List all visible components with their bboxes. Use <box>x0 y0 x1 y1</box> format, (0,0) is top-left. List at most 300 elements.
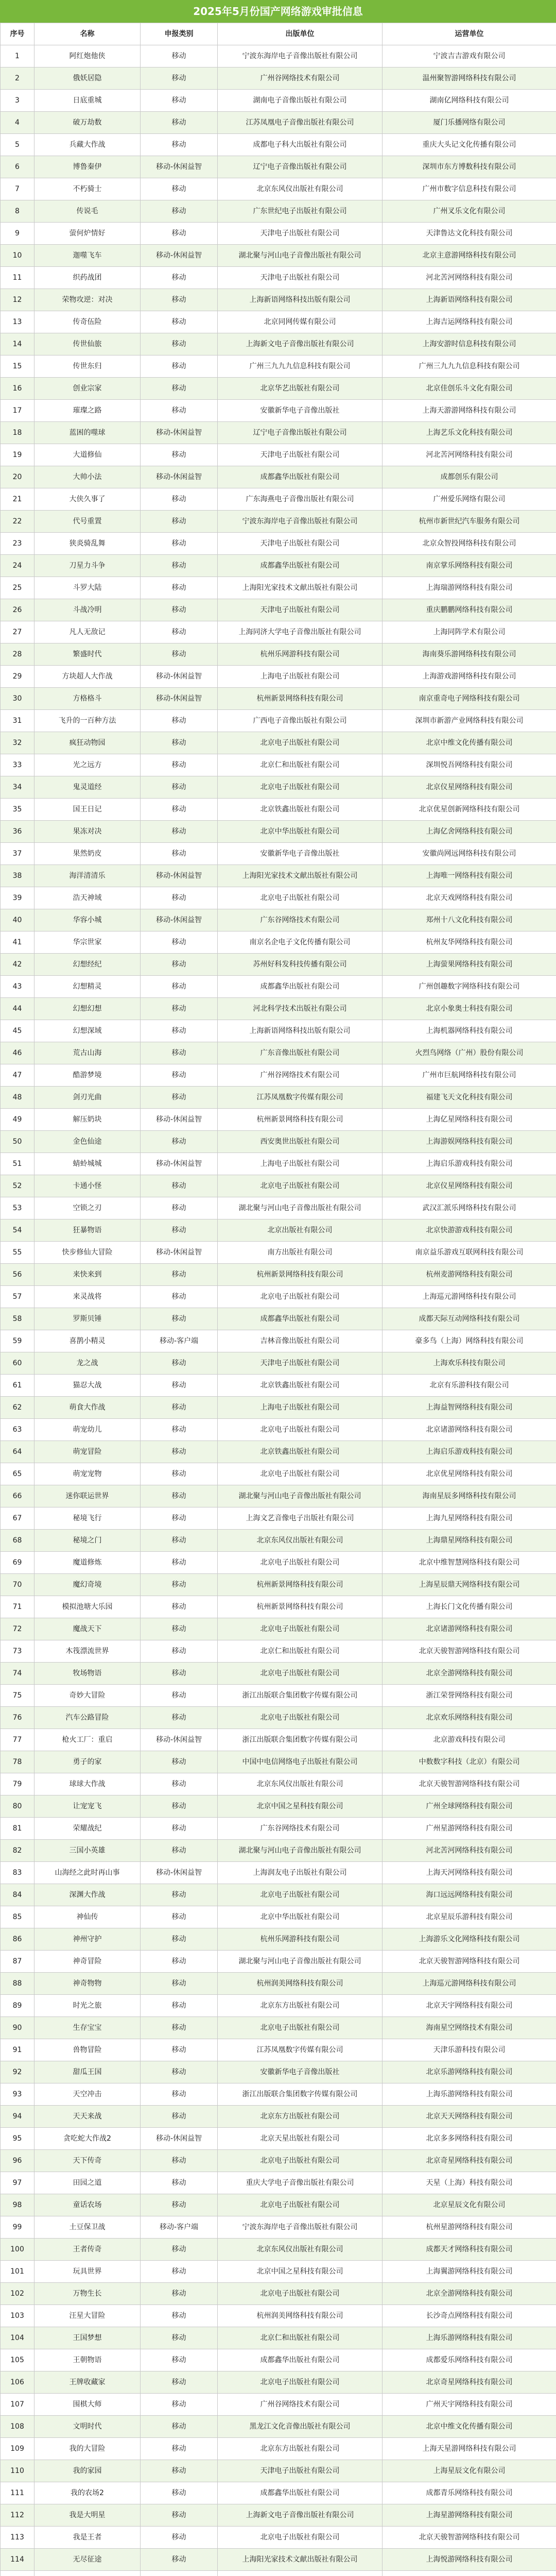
cell-publisher: 北京仁和出版社有限公司 <box>218 754 383 776</box>
cell-index: 79 <box>1 1773 34 1795</box>
cell-category: 移动 <box>141 577 218 599</box>
cell-operator: 豪多鸟（上海）网络科技有限公司 <box>383 1330 556 1352</box>
table-row <box>1 45 556 67</box>
cell-publisher: 北京电子出版社有限公司 <box>218 2194 383 2216</box>
table-row <box>1 2106 556 2128</box>
cell-publisher: 天津电子出版社有限公司 <box>218 2460 383 2482</box>
cell-index: 78 <box>1 1751 34 1773</box>
cell-index: 77 <box>1 1729 34 1751</box>
cell-operator: 武汉汇派乐网络科技有限公司 <box>383 1197 556 1219</box>
cell-operator: 北京星辰乐游科技有限公司 <box>383 1906 556 1928</box>
table-row <box>1 776 556 799</box>
cell-name: 创业宗家 <box>34 378 141 400</box>
cell-category: 移动 <box>141 821 218 843</box>
cell-publisher: 上海文艺音像电子出版社有限公司 <box>218 1507 383 1530</box>
cell-category: 移动 <box>141 2416 218 2438</box>
cell-publisher: 北京电子出版社有限公司 <box>218 1663 383 1685</box>
cell-operator: 天津乐游科技有限公司 <box>383 2039 556 2061</box>
cell-index: 113 <box>1 2527 34 2549</box>
table-row <box>1 2460 556 2482</box>
table-row <box>1 821 556 843</box>
cell-category: 移动 <box>141 1375 218 1397</box>
cell-operator: 广州市巨航网络科技有限公司 <box>383 1064 556 1087</box>
cell-index: 104 <box>1 2327 34 2349</box>
cell-category: 移动 <box>141 1884 218 1906</box>
cell-category: 移动 <box>141 1574 218 1596</box>
cell-publisher: 广州谷网络技术有限公司 <box>218 1064 383 1087</box>
table-row <box>1 1951 556 1973</box>
cell-category: 移动 <box>141 1795 218 1818</box>
cell-operator: 重庆大头记文化传播有限公司 <box>383 134 556 156</box>
cell-publisher: 北京电子出版社有限公司 <box>218 1419 383 1441</box>
cell-publisher: 南京名企电子文化传播有限公司 <box>218 931 383 954</box>
cell-operator: 厦门乐播网络有限公司 <box>383 112 556 134</box>
cell-operator: 上海天游游网络科技有限公司 <box>383 400 556 422</box>
cell-category: 移动 <box>141 2083 218 2106</box>
table-row <box>1 488 556 511</box>
cell-name: 时光之旅 <box>34 1995 141 2017</box>
table-row <box>1 1507 556 1530</box>
table-body <box>1 45 556 2576</box>
cell-operator: 天津鲁达文化科技有限公司 <box>383 223 556 245</box>
table-row <box>1 112 556 134</box>
cell-operator: 北京游戏科技有限公司 <box>383 1729 556 1751</box>
table-row <box>1 865 556 887</box>
cell-index: 5 <box>1 134 34 156</box>
table-row <box>1 887 556 909</box>
table-row <box>1 732 556 754</box>
cell-index: 86 <box>1 1928 34 1951</box>
cell-index: 89 <box>1 1995 34 2017</box>
cell-publisher: 北京电子出版社有限公司 <box>218 1463 383 1485</box>
cell-publisher: 北京电子出版社有限公司 <box>218 776 383 799</box>
table-row <box>1 954 556 976</box>
cell-publisher: 成都鑫华出版社有限公司 <box>218 466 383 488</box>
cell-publisher: 湖北聚与河山电子音像出版社有限公司 <box>218 245 383 267</box>
cell-index: 107 <box>1 2394 34 2416</box>
cell-name: 酷游梦境 <box>34 1064 141 1087</box>
table-row <box>1 1419 556 1441</box>
cell-category: 移动 <box>141 1064 218 1087</box>
cell-category: 移动 <box>141 1618 218 1640</box>
cell-publisher: 北京电子出版社有限公司 <box>218 2150 383 2172</box>
cell-publisher: 西安奥世出版社有限公司 <box>218 1131 383 1153</box>
cell-index: 102 <box>1 2283 34 2305</box>
cell-index: 57 <box>1 1286 34 1308</box>
cell-publisher: 北京天星出版社有限公司 <box>218 2128 383 2150</box>
cell-operator: 北京乐游网络科技有限公司 <box>383 2061 556 2083</box>
cell-operator: 安徽尚网远网络科技有限公司 <box>383 843 556 865</box>
cell-publisher: 杭州新景网络科技有限公司 <box>218 1264 383 1286</box>
table-row <box>1 976 556 998</box>
cell-index: 30 <box>1 688 34 710</box>
table-row <box>1 2283 556 2305</box>
cell-index: 51 <box>1 1153 34 1175</box>
cell-index: 45 <box>1 1020 34 1042</box>
cell-publisher: 北京铁鑫出版社有限公司 <box>218 1441 383 1463</box>
cell-publisher: 杭州乐网游科技有限公司 <box>218 1928 383 1951</box>
cell-publisher: 北京东方出版社有限公司 <box>218 1995 383 2017</box>
table-row <box>1 200 556 223</box>
cell-category: 移动 <box>141 2349 218 2371</box>
cell-name: 奇妙大冒险 <box>34 1685 141 1707</box>
table-row <box>1 67 556 90</box>
cell-operator: 上海天星游网络科技有限公司 <box>383 2438 556 2460</box>
cell-name: 迷你联运世界 <box>34 1485 141 1507</box>
cell-publisher: 广东谷网络技术有限公司 <box>218 909 383 931</box>
cell-operator: 北京小象奥士科技有限公司 <box>383 998 556 1020</box>
cell-category: 移动-休闲益智 <box>141 1729 218 1751</box>
cell-operator: 北京诸游网络科技有限公司 <box>383 1419 556 1441</box>
table-row <box>1 1751 556 1773</box>
cell-operator: 北京仪星网络科技有限公司 <box>383 776 556 799</box>
cell-name: 来快来到 <box>34 1264 141 1286</box>
cell-name: 大道修仙 <box>34 444 141 466</box>
cell-operator: 上海机器网络科技有限公司 <box>383 1020 556 1042</box>
cell-category: 移动-休闲益智 <box>141 688 218 710</box>
cell-name: 贪吃蛇大作战2 <box>34 2128 141 2150</box>
cell-publisher: 北京东风仪出版社有限公司 <box>218 1530 383 1552</box>
cell-operator: 成都创乐有限公司 <box>383 466 556 488</box>
cell-name: 狭炎骑乱舞 <box>34 533 141 555</box>
cell-index: 60 <box>1 1352 34 1375</box>
cell-index: 71 <box>1 1596 34 1618</box>
cell-index: 38 <box>1 865 34 887</box>
cell-name: 天天来战 <box>34 2106 141 2128</box>
cell-publisher: 上海同济大学电子音像出版社有限公司 <box>218 621 383 643</box>
cell-name: 狂暴物语 <box>34 1219 141 1242</box>
cell-name: 王朝物语 <box>34 2349 141 2371</box>
cell-category: 移动 <box>141 1441 218 1463</box>
cell-name: 我的农场2 <box>34 2482 141 2504</box>
cell-operator: 河北苦河网络科技有限公司 <box>383 444 556 466</box>
table-row <box>1 1308 556 1330</box>
cell-index: 28 <box>1 643 34 666</box>
table-row <box>1 1840 556 1862</box>
table-row <box>1 245 556 267</box>
cell-category: 移动 <box>141 1951 218 1973</box>
cell-operator: 北京天宇网络科技有限公司 <box>383 1995 556 2017</box>
cell-index: 75 <box>1 1685 34 1707</box>
cell-publisher: 北京中国之星科技有限公司 <box>218 1795 383 1818</box>
cell-index: 24 <box>1 555 34 577</box>
cell-operator: 北京主意游网络科技有限公司 <box>383 245 556 267</box>
table-row <box>1 1087 556 1109</box>
cell-category: 移动 <box>141 2394 218 2416</box>
cell-index: 14 <box>1 333 34 355</box>
cell-operator: 海南星辰多网络科技有限公司 <box>383 1485 556 1507</box>
cell-publisher: 黑龙江文化音像出版社有限公司 <box>218 2416 383 2438</box>
table-row <box>1 1663 556 1685</box>
cell-operator: 广州全球网络科技有限公司 <box>383 1795 556 1818</box>
cell-publisher: 成都鑫华出版社有限公司 <box>218 976 383 998</box>
cell-publisher: 宁波东海岸电子音像出版社有限公司 <box>218 45 383 67</box>
table-row <box>1 2504 556 2527</box>
cell-publisher: 浙江出版联合集团数字传媒有限公司 <box>218 1685 383 1707</box>
table-row <box>1 1330 556 1352</box>
cell-name: 兽物冒险 <box>34 2039 141 2061</box>
cell-operator: 北京天天网络科技有限公司 <box>383 2106 556 2128</box>
table-row <box>1 355 556 378</box>
cell-name: 华容小城 <box>34 909 141 931</box>
cell-name: 大侠久事了 <box>34 488 141 511</box>
cell-category: 移动-休闲益智 <box>141 156 218 178</box>
cell-publisher: 北京电子出版社有限公司 <box>218 2283 383 2305</box>
cell-category: 移动 <box>141 223 218 245</box>
cell-operator: 上海艺乐文化科技有限公司 <box>383 422 556 444</box>
cell-category: 移动-休闲益智 <box>141 1109 218 1131</box>
cell-name: 大帅小法 <box>34 466 141 488</box>
cell-name: 空锁之刃 <box>34 1197 141 1219</box>
cell-name: 繁盛时代 <box>34 643 141 666</box>
cell-operator: 上海游戏游网络科技有限公司 <box>383 666 556 688</box>
cell-name: 华宗世家 <box>34 931 141 954</box>
cell-operator: 上海巡元游网络科技有限公司 <box>383 1286 556 1308</box>
cell-index: 23 <box>1 533 34 555</box>
table-row <box>1 2527 556 2549</box>
cell-category: 移动-休闲益智 <box>141 245 218 267</box>
cell-category: 移动 <box>141 1640 218 1663</box>
cell-publisher: 上海润友电子出版社有限公司 <box>218 1862 383 1884</box>
cell-index: 49 <box>1 1109 34 1131</box>
cell-name: 山海经之此时再山事 <box>34 1862 141 1884</box>
cell-category: 移动 <box>141 1219 218 1242</box>
cell-operator: 北京中维文化传播有限公司 <box>383 732 556 754</box>
cell-index: 13 <box>1 311 34 333</box>
cell-index: 68 <box>1 1530 34 1552</box>
cell-category: 移动-休闲益智 <box>141 1862 218 1884</box>
cell-operator: 杭州星游网络科技有限公司 <box>383 2216 556 2239</box>
cell-index: 112 <box>1 2504 34 2527</box>
cell-operator: 杭州市新世纪汽车服务有限公司 <box>383 511 556 533</box>
table-row <box>1 1973 556 1995</box>
table-row <box>1 2172 556 2194</box>
cell-publisher: 天津电子出版社有限公司 <box>218 599 383 621</box>
cell-operator: 南京掌乐网络科技有限公司 <box>383 555 556 577</box>
cell-index: 22 <box>1 511 34 533</box>
cell-publisher: 上海新文电子音像出版社有限公司 <box>218 333 383 355</box>
cell-name: 玩具世界 <box>34 2261 141 2283</box>
cell-publisher: 北京电子出版社有限公司 <box>218 887 383 909</box>
cell-operator: 河北苦河网络科技有限公司 <box>383 267 556 289</box>
cell-publisher: 北京铁鑫出版社有限公司 <box>218 1375 383 1397</box>
cell-publisher: 天津电子出版社有限公司 <box>218 533 383 555</box>
cell-category: 移动 <box>141 112 218 134</box>
cell-operator: 北京诸游网络科技有限公司 <box>383 1618 556 1640</box>
cell-publisher <box>218 2571 383 2576</box>
cell-name: 蓝困的噬球 <box>34 422 141 444</box>
cell-publisher: 北京中华出版社有限公司 <box>218 1906 383 1928</box>
cell-name: 传说毛 <box>34 200 141 223</box>
cell-category: 移动 <box>141 45 218 67</box>
table-row <box>1 2150 556 2172</box>
table-row <box>1 1640 556 1663</box>
cell-operator: 郑州十八文化科技有限公司 <box>383 909 556 931</box>
cell-operator: 上海欢乐科技有限公司 <box>383 1352 556 1375</box>
cell-operator: 温州聚智游网络科技有限公司 <box>383 67 556 90</box>
cell-name: 猫忍大战 <box>34 1375 141 1397</box>
cell-name: 日底重城 <box>34 90 141 112</box>
table-row <box>1 2128 556 2150</box>
cell-name: 甜瓜王国 <box>34 2061 141 2083</box>
cell-name: 魔幻奇境 <box>34 1574 141 1596</box>
cell-index: 46 <box>1 1042 34 1064</box>
cell-publisher: 广东谷网络技术有限公司 <box>218 1818 383 1840</box>
table-row <box>1 1264 556 1286</box>
cell-operator: 湖南亿网络科技有限公司 <box>383 90 556 112</box>
cell-operator: 杭州麦游网络科技有限公司 <box>383 1264 556 1286</box>
cell-index: 80 <box>1 1795 34 1818</box>
cell-index: 37 <box>1 843 34 865</box>
table-row <box>1 1175 556 1197</box>
cell-operator: 上海鼎星网络科技有限公司 <box>383 1530 556 1552</box>
cell-operator: 海南星空网络技术有限公司 <box>383 2017 556 2039</box>
cell-category: 移动 <box>141 754 218 776</box>
cell-category: 移动 <box>141 1042 218 1064</box>
cell-category: 移动 <box>141 2460 218 2482</box>
cell-category: 移动 <box>141 843 218 865</box>
cell-name: 来灵战将 <box>34 1286 141 1308</box>
cell-publisher: 北京仁和出版社有限公司 <box>218 1640 383 1663</box>
cell-name: 疯狂动物园 <box>34 732 141 754</box>
cell-category: 移动 <box>141 2438 218 2460</box>
cell-category: 移动 <box>141 378 218 400</box>
cell-operator: 重庆鹏鹏网络科技有限公司 <box>383 599 556 621</box>
cell-operator <box>383 2571 556 2576</box>
cell-category: 移动 <box>141 1419 218 1441</box>
cell-publisher: 上海电子出版社有限公司 <box>218 1153 383 1175</box>
cell-publisher: 南方出版社有限公司 <box>218 1242 383 1264</box>
cell-operator: 杭州友华网络科技有限公司 <box>383 931 556 954</box>
cell-operator: 广州天宇网络科技有限公司 <box>383 2394 556 2416</box>
cell-publisher: 北京电子出版社有限公司 <box>218 1884 383 1906</box>
cell-category: 移动 <box>141 931 218 954</box>
cell-operator: 上海九星网络科技有限公司 <box>383 1507 556 1530</box>
cell-operator: 北京佳创乐斗文化有限公司 <box>383 378 556 400</box>
cell-publisher: 成都电子科大出版社有限公司 <box>218 134 383 156</box>
cell-category: 移动 <box>141 2061 218 2083</box>
cell-index: 76 <box>1 1707 34 1729</box>
cell-operator: 长沙奇点网络科技有限公司 <box>383 2305 556 2327</box>
cell-index: 61 <box>1 1375 34 1397</box>
cell-index: 34 <box>1 776 34 799</box>
cell-name: 秘境之门 <box>34 1530 141 1552</box>
cell-operator: 北京优星创新网络科技有限公司 <box>383 799 556 821</box>
cell-index: 20 <box>1 466 34 488</box>
cell-operator: 浙江荣誉网络科技有限公司 <box>383 1685 556 1707</box>
cell-index: 91 <box>1 2039 34 2061</box>
cell-index: 55 <box>1 1242 34 1264</box>
cell-category: 移动-休闲益智 <box>141 865 218 887</box>
cell-category: 移动 <box>141 289 218 311</box>
cell-index: 42 <box>1 954 34 976</box>
cell-publisher: 广东海燕电子音像出版社有限公司 <box>218 488 383 511</box>
cell-name: 王牌收藏家 <box>34 2371 141 2394</box>
table-row <box>1 2438 556 2460</box>
cell-name: 幻想精灵 <box>34 976 141 998</box>
cell-index: 58 <box>1 1308 34 1330</box>
cell-publisher: 上海阳光家技术文献出版社有限公司 <box>218 865 383 887</box>
cell-publisher: 广西电子音像出版社有限公司 <box>218 710 383 732</box>
cell-category: 移动 <box>141 2482 218 2504</box>
cell-category: 移动 <box>141 2527 218 2549</box>
cell-category: 移动 <box>141 511 218 533</box>
table-row <box>1 1397 556 1419</box>
cell-name: 俄妖居隐 <box>34 67 141 90</box>
cell-category <box>141 2571 218 2576</box>
cell-category: 移动 <box>141 1264 218 1286</box>
table-row <box>1 555 556 577</box>
cell-operator: 北京欢乐网络科技有限公司 <box>383 1707 556 1729</box>
cell-category: 移动 <box>141 555 218 577</box>
cell-name: 幻想深域 <box>34 1020 141 1042</box>
cell-index: 18 <box>1 422 34 444</box>
cell-name: 海洋清清乐 <box>34 865 141 887</box>
cell-category: 移动-休闲益智 <box>141 666 218 688</box>
cell-name: 神州守护 <box>34 1928 141 1951</box>
cell-name: 神奇冒险 <box>34 1951 141 1973</box>
cell-operator: 海南葵乐游网络科技有限公司 <box>383 643 556 666</box>
cell-publisher: 北京电子出版社有限公司 <box>218 1175 383 1197</box>
cell-category: 移动 <box>141 2039 218 2061</box>
cell-name: 汽车公路冒险 <box>34 1707 141 1729</box>
cell-name: 三国小英雄 <box>34 1840 141 1862</box>
table-row <box>1 688 556 710</box>
cell-index: 54 <box>1 1219 34 1242</box>
cell-index: 40 <box>1 909 34 931</box>
cell-operator: 北京仪星网络科技有限公司 <box>383 1175 556 1197</box>
cell-name: 荒古山海 <box>34 1042 141 1064</box>
table-row <box>1 643 556 666</box>
cell-operator: 深圳悦吾网络科技有限公司 <box>383 754 556 776</box>
cell-index: 27 <box>1 621 34 643</box>
cell-index: 16 <box>1 378 34 400</box>
cell-name: 不朽骑士 <box>34 178 141 200</box>
cell-publisher: 安徽新华电子音像出版社 <box>218 2061 383 2083</box>
cell-operator: 上海益智网络科技有限公司 <box>383 1397 556 1419</box>
cell-name: 深渊大作战 <box>34 1884 141 1906</box>
cell-name: 鬼灵道经 <box>34 776 141 799</box>
cell-index: 56 <box>1 1264 34 1286</box>
cell-publisher: 北京华艺出版社有限公司 <box>218 378 383 400</box>
cell-operator: 深圳市新游产业网络科技有限公司 <box>383 710 556 732</box>
cell-publisher: 杭州润美网络科技有限公司 <box>218 2305 383 2327</box>
cell-index: 12 <box>1 289 34 311</box>
cell-index: 72 <box>1 1618 34 1640</box>
cell-name: 让宠宠飞 <box>34 1795 141 1818</box>
cell-name: 我的家园 <box>34 2460 141 2482</box>
cell-publisher: 北京仁和出版社有限公司 <box>218 2327 383 2349</box>
table-row <box>1 1818 556 1840</box>
table-row <box>1 1685 556 1707</box>
cell-operator: 广州叉乐文化有限公司 <box>383 200 556 223</box>
cell-name: 织药战团 <box>34 267 141 289</box>
table-row <box>1 223 556 245</box>
cell-publisher: 广州谷网络技术有限公司 <box>218 2394 383 2416</box>
cell-name: 兵藏大作战 <box>34 134 141 156</box>
cell-name: 凡人无敌记 <box>34 621 141 643</box>
cell-category: 移动 <box>141 2549 218 2571</box>
cell-index: 43 <box>1 976 34 998</box>
cell-category: 移动 <box>141 1995 218 2017</box>
cell-name: 球球大作战 <box>34 1773 141 1795</box>
cell-category: 移动-休闲益智 <box>141 422 218 444</box>
cell-name: 龙之战 <box>34 1352 141 1375</box>
column-header-index: 序号 <box>1 23 34 45</box>
cell-operator: 北京天戏网络科技有限公司 <box>383 887 556 909</box>
cell-publisher: 北京电子出版社有限公司 <box>218 2371 383 2394</box>
cell-index: 92 <box>1 2061 34 2083</box>
